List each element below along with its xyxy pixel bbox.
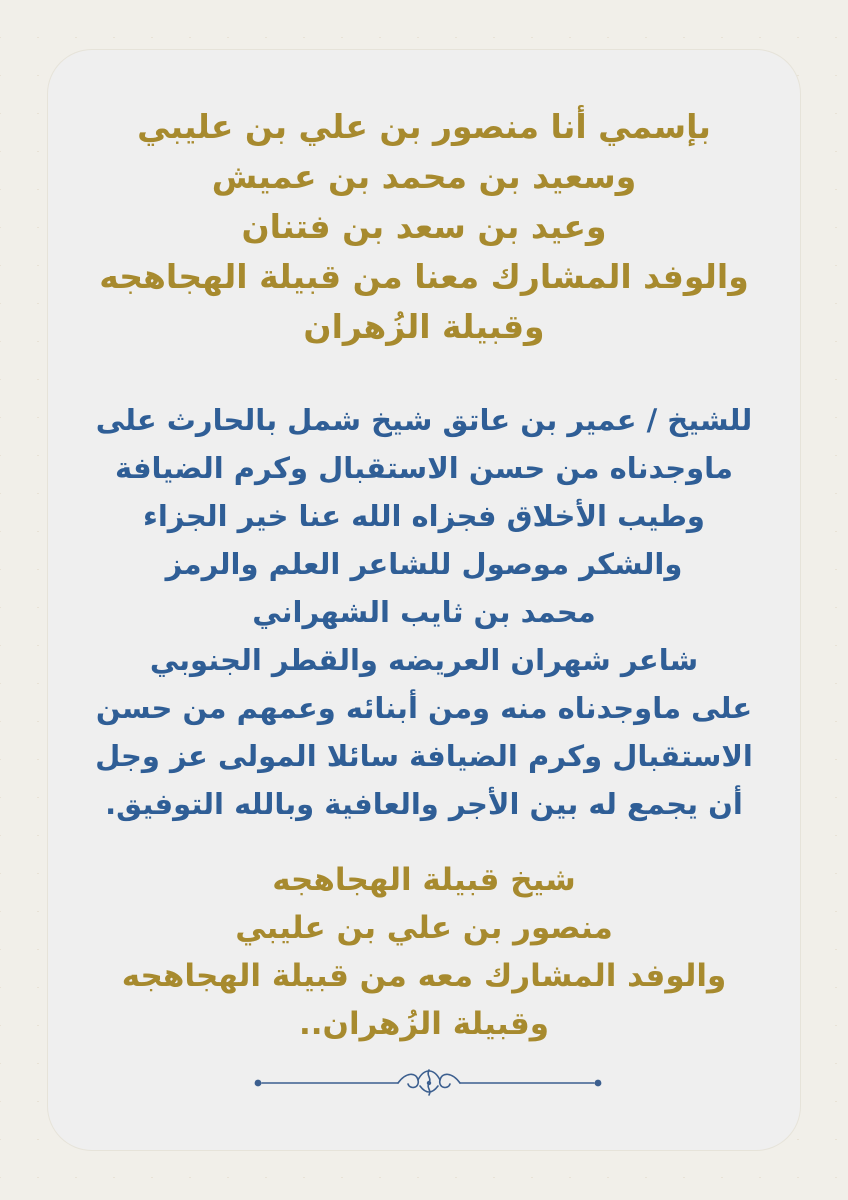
signature-line: والوفد المشارك معه من قبيلة الهجاهجه [121, 958, 727, 994]
thanks-line: وطيب الأخلاق فجزاه الله عنا خير الجزاء [143, 499, 705, 533]
flourish-divider-icon [248, 1062, 608, 1102]
signature-line: وقبيلة الزُهران.. [298, 1006, 550, 1042]
intro-line: وسعيد بن محمد بن عميش [211, 157, 637, 196]
thanks-line: ماوجدناه من حسن الاستقبال وكرم الضيافة [114, 451, 733, 485]
thanks-line: للشيخ / عمير بن عاتق شيخ شمل بالحارث على [95, 403, 753, 437]
signature-line: منصور بن علي بن عليبي [235, 910, 613, 946]
thanks-block [48, 396, 800, 828]
signature-line: شيخ قبيلة الهجاهجه [272, 862, 576, 898]
intro-line: والوفد المشارك معنا من قبيلة الهجاهجه [99, 257, 749, 296]
intro-line: وعيد بن سعد بن فتنان [241, 207, 607, 246]
letter-card [48, 50, 800, 1150]
thanks-line: محمد بن ثايب الشهراني [252, 595, 596, 629]
thanks-line: والشكر موصول للشاعر العلم والرمز [165, 547, 683, 581]
thanks-line: على ماوجدناه منه ومن أبنائه وعمهم من حسن [95, 691, 753, 725]
intro-line: وقبيلة الزُهران [303, 307, 545, 346]
thanks-line: شاعر شهران العريضه والقطر الجنوبي [149, 643, 699, 677]
signature-block [48, 856, 800, 1048]
intro-block [48, 102, 800, 352]
thanks-line: أن يجمع له بين الأجر والعافية وبالله التوفيق. [105, 787, 743, 821]
thanks-line: الاستقبال وكرم الضيافة سائلا المولى عز وجل [95, 739, 753, 773]
intro-line: بإسمي أنا منصور بن علي بن عليبي [137, 107, 711, 146]
